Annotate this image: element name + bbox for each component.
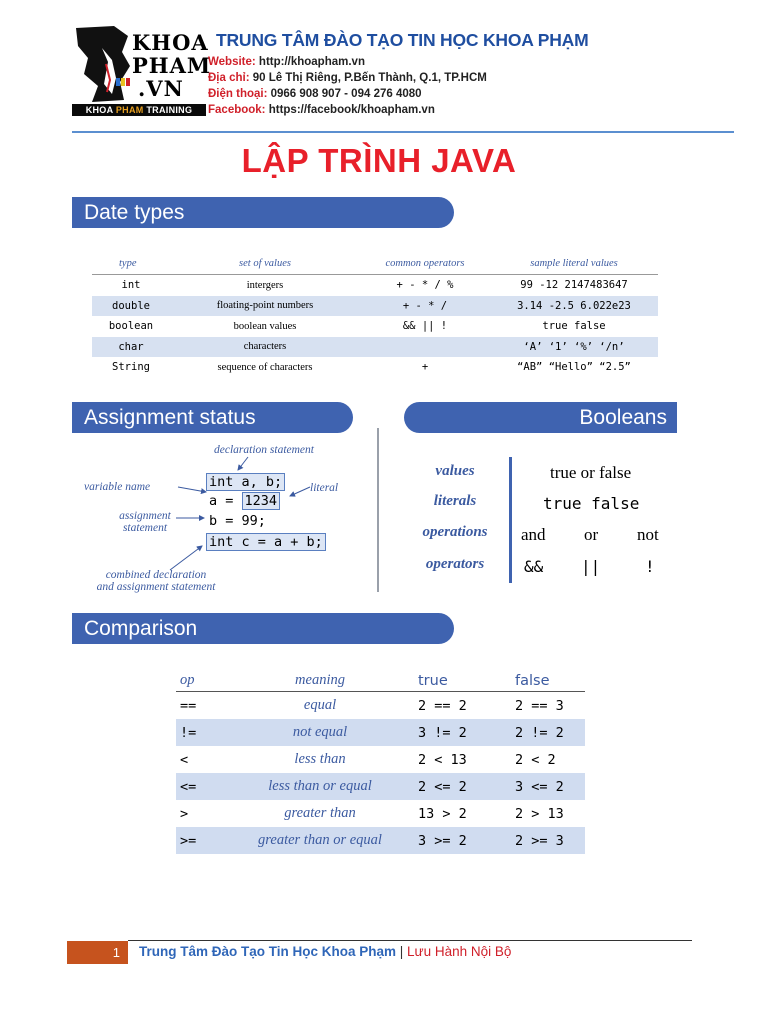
section-divider: [377, 428, 379, 592]
bool-operator-not: !: [645, 557, 655, 576]
date-types-table: [92, 252, 658, 378]
logo-word-pham: PHAM: [132, 53, 212, 78]
declaration-statement-label: declaration statement: [214, 444, 314, 456]
assignment-label-line2: statement: [122, 522, 168, 534]
table-cell: 2 < 2: [515, 751, 556, 768]
header-divider: [72, 131, 734, 133]
assignment-diagram: [78, 436, 358, 601]
address-value: 90 Lê Thị Riêng, P.Bến Thành, Q.1, TP.HCM: [249, 72, 487, 84]
footer-text: [139, 944, 511, 960]
table-cell: 2 <= 2: [418, 778, 467, 795]
table-cell: less than: [294, 751, 346, 767]
booleans-divider-bar: [509, 457, 512, 583]
table-cell: 2 == 2: [418, 697, 467, 714]
table-cell: boolean values: [233, 320, 297, 332]
bool-operator-or: ||: [581, 557, 601, 576]
facebook-label: Facebook:: [208, 104, 266, 116]
khoapham-logo: [72, 22, 212, 116]
bool-literals-text: true false: [543, 494, 640, 513]
bool-label-values: values: [435, 463, 475, 479]
table-cell: 2 != 2: [515, 724, 564, 741]
table-cell: floating-point numbers: [216, 300, 314, 312]
table-cell: >: [180, 805, 189, 822]
table-cell: <=: [180, 778, 197, 795]
table-cell: “AB” “Hello” “2.5”: [517, 361, 631, 374]
table-row: [176, 746, 585, 773]
table-cell: !=: [180, 724, 197, 741]
section-heading-comparison: Comparison: [72, 613, 454, 644]
literal-label: literal: [310, 482, 339, 494]
table-row: [92, 296, 658, 317]
page-number: 1: [67, 941, 128, 964]
phone-label: Điện thoại:: [208, 88, 268, 100]
assignment-label-line1: assignment: [119, 510, 171, 522]
bool-values-text: true or false: [550, 463, 632, 482]
table-cell: boolean: [108, 320, 154, 333]
table-cell: 3 >= 2: [418, 832, 467, 849]
table-cell: String: [112, 361, 150, 374]
table-cell: 2 < 13: [418, 751, 467, 768]
variable-name-label: variable name: [84, 481, 151, 493]
table-row: [176, 827, 585, 854]
combined-label-line1: combined declaration: [105, 569, 207, 581]
footer-center-name: Trung Tâm Đào Tạo Tin Học Khoa Phạm: [139, 944, 397, 959]
table-row: [176, 773, 585, 800]
table-cell: characters: [243, 341, 287, 353]
column-header: false: [515, 672, 550, 689]
bool-label-operators: operators: [425, 556, 485, 572]
table-cell: + - * /: [402, 299, 448, 312]
column-header: sample literal values: [530, 257, 618, 269]
table-cell: char: [118, 340, 144, 353]
address-label: Địa chỉ:: [208, 72, 250, 84]
table-cell: 3 <= 2: [515, 778, 564, 795]
table-cell: greater than: [284, 805, 356, 821]
footer-note: Lưu Hành Nội Bộ: [407, 944, 512, 959]
facebook-value[interactable]: https://facebook/khoapham.vn: [265, 104, 435, 116]
table-row: [176, 692, 585, 719]
code-assignment-a: [209, 493, 280, 509]
phone-value: 0966 908 907 - 094 276 4080: [267, 88, 422, 100]
code-literal: 1234: [242, 492, 281, 510]
bool-op-or: or: [584, 525, 599, 544]
phone-line: [208, 86, 422, 102]
logo-bar-text-3: TRAINING: [143, 105, 193, 115]
org-title: TRUNG TÂM ĐÀO TẠO TIN HỌC KHOA PHẠM: [216, 30, 589, 50]
table-header-row: [176, 670, 585, 692]
address-line: [208, 70, 487, 86]
table-cell: 2 >= 3: [515, 832, 564, 849]
logo-bar-text-2: PHAM: [115, 105, 144, 115]
table-cell: not equal: [292, 724, 348, 740]
column-header: set of values: [239, 257, 291, 269]
table-cell: 2 > 13: [515, 805, 564, 822]
table-cell: equal: [303, 697, 337, 713]
table-header-row: [92, 252, 658, 274]
code-declaration: int a, b;: [206, 473, 285, 491]
logo-bar-text-1: KHOA: [85, 105, 116, 115]
bool-operator-and: &&: [524, 557, 544, 576]
column-header: type: [119, 257, 137, 269]
table-row: [92, 337, 658, 358]
website-line[interactable]: [208, 54, 365, 70]
column-header: op: [180, 672, 195, 688]
bool-label-operations: operations: [422, 524, 488, 540]
website-label: Website:: [208, 56, 256, 68]
table-cell: >=: [180, 832, 197, 849]
section-heading-date-types: Date types: [72, 197, 454, 228]
table-row: [92, 275, 658, 296]
section-heading-booleans: Booleans: [404, 402, 677, 433]
column-header: common operators: [385, 257, 465, 269]
table-row: [176, 719, 585, 746]
table-cell: greater than or equal: [258, 832, 382, 848]
table-row: [92, 316, 658, 337]
table-cell: sequence of characters: [217, 361, 313, 373]
bool-op-and: and: [521, 525, 546, 544]
footer-divider: [128, 940, 692, 941]
column-header: true: [418, 672, 448, 689]
comparison-table: [176, 670, 585, 854]
combined-label-line2: and assignment statement: [96, 581, 216, 593]
section-heading-assignment: Assignment status: [72, 402, 353, 433]
logo-word-khoa: KHOA: [132, 30, 209, 55]
table-cell: less than or equal: [268, 778, 372, 794]
logo-training-bar: [72, 104, 206, 116]
table-cell: ==: [180, 697, 197, 714]
table-cell: int: [121, 279, 141, 292]
footer-separator: |: [396, 944, 408, 959]
table-cell: double: [112, 299, 150, 312]
table-cell: 3.14 -2.5 6.022e23: [517, 299, 631, 312]
table-cell: true false: [542, 320, 606, 333]
table-cell: + - * / %: [396, 279, 454, 292]
facebook-line[interactable]: [208, 102, 435, 118]
code-combined: int c = a + b;: [206, 533, 326, 551]
code-assignment-b: b = 99;: [209, 513, 266, 529]
bool-op-not: not: [637, 525, 659, 544]
column-header: meaning: [295, 672, 345, 688]
table-cell: 13 > 2: [418, 805, 467, 822]
code-assign-target: a =: [209, 493, 242, 509]
table-row: [92, 357, 658, 378]
table-cell: 99 -12 2147483647: [520, 279, 628, 292]
website-value[interactable]: http://khoapham.vn: [255, 56, 365, 68]
table-cell: <: [180, 751, 189, 768]
table-cell: && || !: [402, 320, 448, 333]
logo-word-vn: .VN: [138, 76, 184, 101]
page-title: LẬP TRÌNH JAVA: [241, 142, 517, 179]
table-row: [176, 800, 585, 827]
table-cell: 3 != 2: [418, 724, 467, 741]
table-cell: 2 == 3: [515, 697, 564, 714]
bool-label-literals: literals: [433, 493, 477, 509]
table-cell: intergers: [246, 279, 284, 291]
table-cell: +: [421, 361, 429, 374]
table-cell: ‘A’ ‘1’ ‘%’ ‘/n’: [523, 340, 625, 353]
